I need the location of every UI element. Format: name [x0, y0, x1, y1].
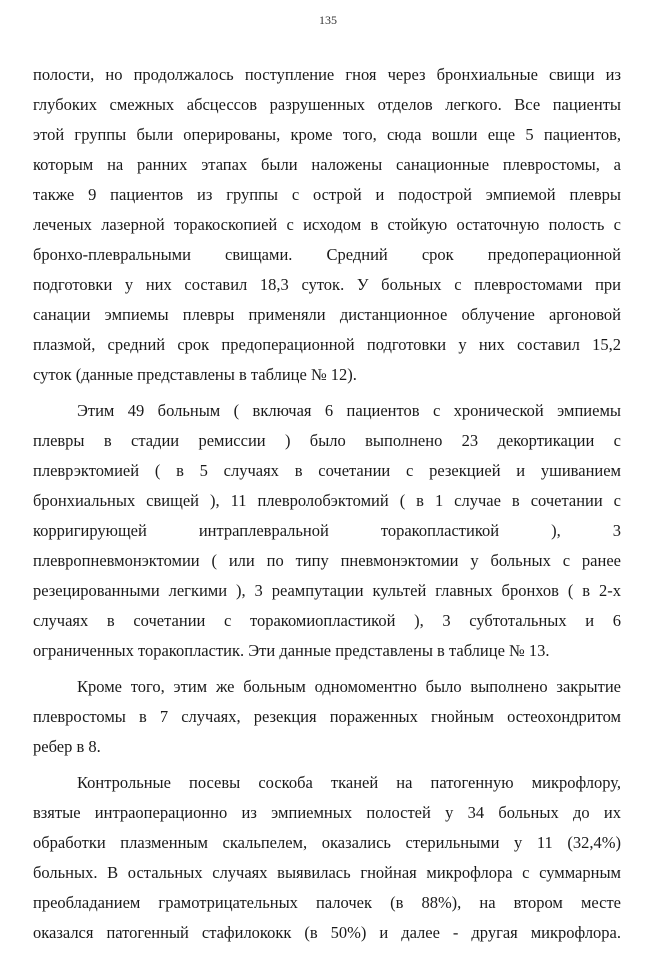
- text-line: санации эмпиемы плевры применяли дистанционное облучение аргоновой: [33, 305, 621, 324]
- text-line: леченых лазерной торакоскопией с исходом в стойкую остаточную полость с: [33, 215, 621, 234]
- text-line: суток (данные представлены в таблице № 12).: [33, 365, 357, 384]
- text-line: случаях в сочетании с торакомиопластикой ), 3 субтотальных и 6: [33, 611, 621, 630]
- page-number: 135: [319, 13, 337, 27]
- text-line: обработки плазменным скальпелем, оказались стерильными у 11 (32,4%): [33, 833, 621, 852]
- text-line: бронхиальных свищей ), 11 плевролобэктомий ( в 1 случае в сочетании с: [33, 491, 621, 510]
- text-line: Кроме того, этим же больным одномоментно было выполнено закрытие: [77, 677, 621, 696]
- text-line: бронхо-плевральными свищами. Средний срок предоперационной: [33, 245, 621, 264]
- text-line: глубоких смежных абсцессов разрушенных отделов легкого. Все пациенты: [33, 95, 621, 114]
- paragraph-1: [33, 60, 621, 390]
- paragraph-3: [33, 672, 621, 762]
- text-line: полости, но продолжалось поступление гноя через бронхиальные свищи из: [33, 65, 621, 84]
- text-line: резецированными легкими ), 3 реампутации культей главных бронхов ( в 2-х: [33, 581, 621, 600]
- text-line: также 9 пациентов из группы с острой и подострой эмпиемой плевры: [33, 185, 621, 204]
- text-line: плевростомы в 7 случаях, резекция пораженных гнойным остеохондритом: [33, 707, 621, 726]
- paragraph-2: [33, 396, 621, 666]
- text-line: преобладанием грамотрицательных палочек (в 88%), на втором месте: [33, 893, 621, 912]
- text-line: плеврэктомией ( в 5 случаях в сочетании с резекцией и ушиванием: [33, 461, 621, 480]
- text-line: больных. В остальных случаях выявилась гнойная микрофлора с суммарным: [33, 863, 621, 882]
- text-line: корригирующей интраплевральной торакопластикой ), 3: [33, 521, 621, 540]
- text-line: оказался патогенный стафилококк (в 50%) и далее - другая микрофлора.: [33, 923, 621, 942]
- text-line: Контрольные посевы соскоба тканей на патогенную микрофлору,: [77, 773, 621, 792]
- text-line: подготовки у них составил 18,3 суток. У больных с плевростомами при: [33, 275, 621, 294]
- document-body: [33, 60, 621, 948]
- text-line: которым на ранних этапах были наложены санационные плевростомы, а: [33, 155, 621, 174]
- paragraph-4: [33, 768, 621, 948]
- text-line: Этим 49 больным ( включая 6 пациентов с хронической эмпиемы: [77, 401, 621, 420]
- text-line: этой группы были оперированы, кроме того, сюда вошли еще 5 пациентов,: [33, 125, 621, 144]
- text-line: ребер в 8.: [33, 737, 101, 756]
- text-line: взятые интраоперационно из эмпиемных полостей у 34 больных до их: [33, 803, 621, 822]
- text-line: плевры в стадии ремиссии ) было выполнено 23 декортикации с: [33, 431, 621, 450]
- text-line: ограниченных торакопластик. Эти данные представлены в таблице № 13.: [33, 641, 550, 660]
- text-line: плевропневмонэктомии ( или по типу пневмонэктомии у больных с ранее: [33, 551, 621, 570]
- text-line: плазмой, средний срок предоперационной подготовки у них составил 15,2: [33, 335, 621, 354]
